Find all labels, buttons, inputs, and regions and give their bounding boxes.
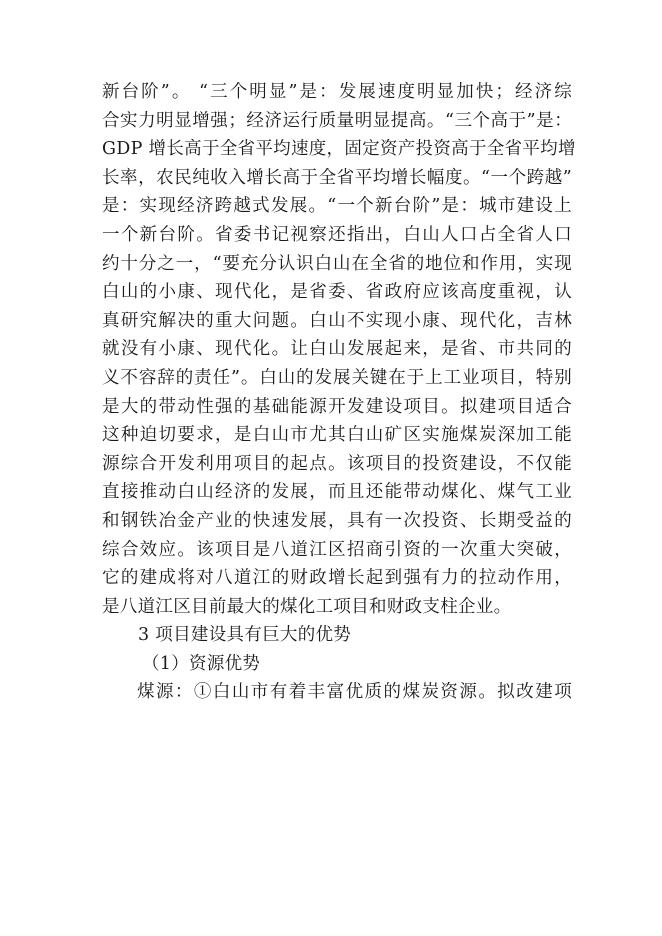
text-line: 一个新台阶。省委书记视察还指出，白山人口占全省人口: [102, 224, 572, 245]
text-line: 是八道江区目前最大的煤化工项目和财政支柱企业。: [102, 596, 512, 617]
text-line: 新台阶”。 “三个明显”是：发展速度明显加快；经济综: [102, 82, 572, 102]
text-line: 这种迫切要求，是白山市尤其白山矿区实施煤炭深加工能: [102, 425, 572, 446]
text-line: 约十分之一，“要充分认识白山在全省的地位和作用，实现: [102, 253, 572, 274]
body-text: [102, 78, 576, 707]
text-line: 综合效应。该项目是八道江区招商引资的一次重大突破，: [102, 539, 572, 560]
text-line: 是大的带动性强的基础能源开发建设项目。拟建项目适合: [102, 396, 572, 417]
text-line: 源综合开发利用项目的起点。该项目的投资建设，不仅能: [102, 453, 572, 474]
text-line: 义不容辞的责任”。白山的发展关键在于上工业项目，特别: [102, 367, 572, 388]
text-line: 直接推动白山经济的发展，而且还能带动煤化、煤气工业: [102, 482, 572, 503]
text-line: 真研究解决的重大问题。白山不实现小康、现代化，吉林: [102, 310, 572, 331]
text-line: 它的建成将对八道江的财政增长起到强有力的拉动作用，: [102, 568, 572, 589]
text-line: 就没有小康、现代化。让白山发展起来，是省、市共同的: [102, 339, 572, 360]
text-line: 是：实现经济跨越式发展。“一个新台阶”是：城市建设上: [102, 196, 572, 217]
text-line: 白山的小康、现代化，是省委、省政府应该高度重视，认: [102, 282, 572, 303]
paragraph-start: 煤源：①白山市有着丰富优质的煤炭资源。拟改建项: [137, 682, 572, 703]
subsection-heading: （1）资源优势: [142, 653, 261, 674]
section-heading: 3 项目建设具有巨大的优势: [138, 625, 352, 646]
text-line: 合实力明显增强；经济运行质量明显提高。“三个高于”是：: [102, 110, 572, 131]
text-line: GDP 增长高于全省平均速度，固定资产投资高于全省平均增: [102, 139, 576, 160]
text-line: 长率，农民纯收入增长高于全省平均增长幅度。“一个跨越”: [102, 167, 572, 188]
text-line: 和钢铁冶金产业的快速发展，具有一次投资、长期受益的: [102, 510, 572, 531]
